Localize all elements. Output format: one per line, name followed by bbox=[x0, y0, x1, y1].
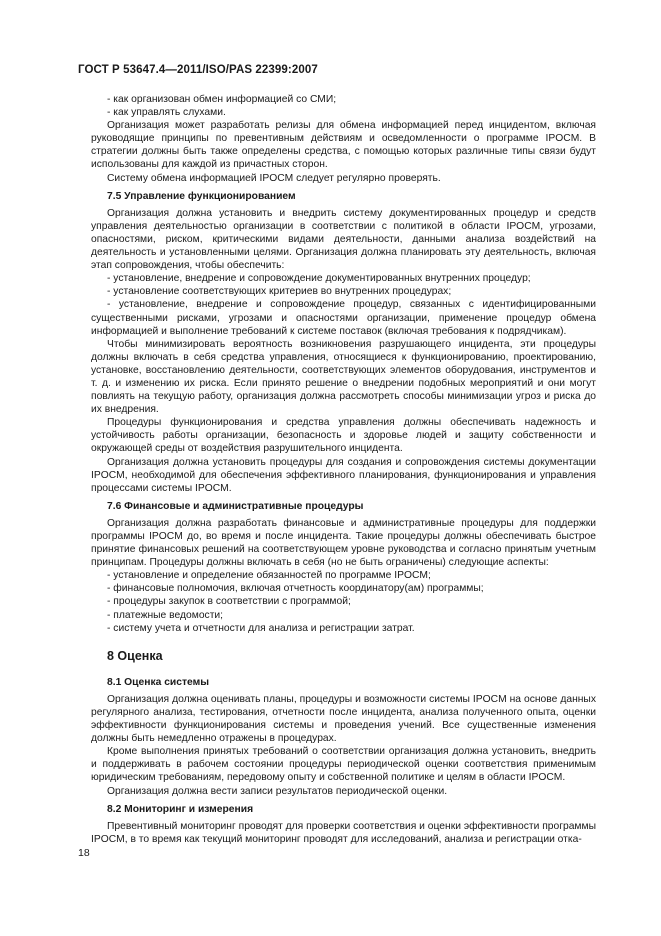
paragraph: Организация должна разработать финансовые и административные процедуры для поддержки программы IPOCM до, во время и после инцидента. Такие процедуры должны обеспечивать быстрое принятие финансовых решений на соответствующем уровне руководства и согласно принятым учетным принципам. Процедуры должны включать в себя (но не быть ограничены) следующие аспекты: bbox=[91, 517, 596, 569]
list-item: - систему учета и отчетности для анализа и регистрации затрат. bbox=[107, 622, 415, 634]
list-item: - установление и определение обязанностей по программе IPOCM; bbox=[107, 570, 431, 582]
paragraph: Организация должна вести записи результатов периодической оценки. bbox=[107, 785, 448, 797]
paragraph: Организация должна установить и внедрить систему документированных процедур и средств управления деятельностью организации в соответствии с политикой в области IPOCM, угрозами, опасностями, риском, критическими видами деятельности, данными анализа воздействий на деятельность и установленными целями. Организация должна планировать эту деятельность, включая этап сопровождения, чтобы обеспечить: bbox=[91, 207, 596, 272]
section-heading-7-6: 7.6 Финансовые и административные процедуры bbox=[107, 500, 364, 512]
list-item: - платежные ведомости; bbox=[107, 609, 224, 621]
list-item: - как управлять слухами. bbox=[107, 107, 226, 119]
list-item: - как организован обмен информацией со СМИ; bbox=[107, 94, 337, 105]
paragraph: Чтобы минимизировать вероятность возникновения разрушающего инцидента, эти процедуры должны включать в себя средства управления, относящиеся к функционированию, проектированию, установке, восстановлению деятельности, соответствующих элементов оборудования, инструментов и т. д. и изменению их риска. Если принято решение о внедрении подобных мероприятий и они могут повлиять на текущую работу, организация должна рассмотреть способы минимизации угроз и риска до их внедрения. bbox=[91, 338, 596, 416]
section-heading-7-5: 7.5 Управление функционированием bbox=[107, 190, 296, 202]
document-header: ГОСТ Р 53647.4—2011/ISO/PAS 22399:2007 bbox=[78, 64, 318, 76]
paragraph: Организация должна установить процедуры для создания и сопровождения системы документации IPOCM, необходимой для обеспечения эффективного планирования, функционирования и управления процессами системы IPOCM. bbox=[91, 456, 596, 494]
page-content bbox=[91, 93, 596, 846]
list-item: - установление соответствующих критериев во внутренних процедурах; bbox=[107, 286, 452, 298]
paragraph: Процедуры функционирования и средства управления должны обеспечивать надежность и устойчивость работы организации, безопасность и здоровье людей и защиту собственности и окружающей среды от воздействия разрушительного инцидента. bbox=[91, 417, 596, 455]
paragraph: Систему обмена информацией IPOCM следует регулярно проверять. bbox=[107, 172, 441, 184]
list-item: - финансовые полномочия, включая отчетность координатору(ам) программы; bbox=[107, 583, 484, 595]
section-heading-8-2: 8.2 Мониторинг и измерения bbox=[107, 803, 254, 815]
paragraph: Превентивный мониторинг проводят для проверки соответствия и оценки эффективности программы IPOCM, в то время как текущий мониторинг проводят для исследований, анализа и регистрации отка- bbox=[91, 820, 596, 845]
page-number: 18 bbox=[78, 847, 90, 859]
section-heading-8: 8 Оценка bbox=[107, 648, 163, 663]
paragraph: Организация может разработать релизы для обмена информацией перед инцидентом, включая руководящие принципы по превентивным действиям и осведомленности о программе IPOCM. В стратегии должны быть также определены средства, с помощью которых различные типы связи будут использованы для каждой из причастных сторон. bbox=[91, 120, 596, 171]
list-item: - установление, внедрение и сопровождение документированных внутренних процедур; bbox=[107, 273, 531, 285]
list-item: - процедуры закупок в соответствии с программой; bbox=[107, 596, 351, 608]
paragraph: Организация должна оценивать планы, процедуры и возможности системы IPOCM на основе данных регулярного анализа, тестирования, отчетности после инцидента, анализа полученного опыта, оценки эффективности функционирования системы и проведения учений. Все существенные изменения должны быть немедленно отражены в процедурах. bbox=[91, 693, 596, 745]
paragraph: - установление, внедрение и сопровождение процедур, связанных с идентифицированными существенными рисками, угрозами и опасностями организации, применение процедур обмена информацией и выполнение требований к системе поставок (включая требования к подрядчикам). bbox=[91, 299, 596, 337]
section-heading-8-1: 8.1 Оценка системы bbox=[107, 676, 210, 688]
paragraph: Кроме выполнения принятых требований о соответствии организация должна установить, внедрить и поддерживать в рабочем состоянии процедуры периодической оценки соответствия применимым юридическим требованиям, передовому опыту и собственной политике и целям в области IPOCM. bbox=[91, 746, 596, 784]
